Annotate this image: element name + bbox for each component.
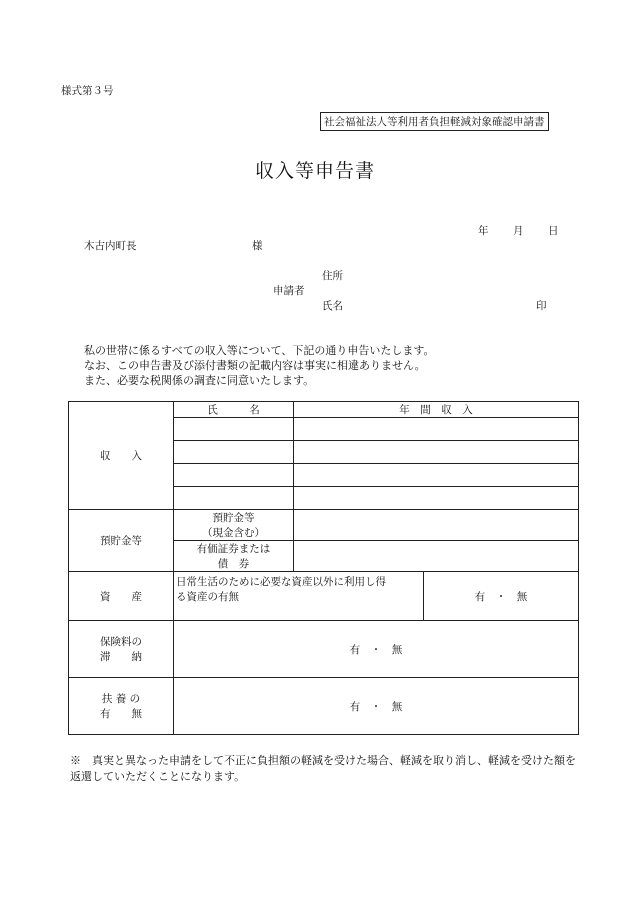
seal-label: 印 [536,300,547,312]
income-label: 収 入 [69,402,174,510]
annual-income-header: 年 間 収 入 [294,402,579,418]
address-label: 住所 [322,270,343,282]
savings-deposit-line2: （現金含む） [202,527,265,539]
date-month-label: 月 [513,225,524,237]
assets-question [174,572,424,621]
dependent-label [69,678,174,735]
savings-deposit-label [174,510,294,541]
assets-label: 資 産 [69,572,174,621]
savings-deposit-line1: 預貯金等 [212,512,255,524]
honorific: 様 [252,240,263,252]
securities-line2: 債 券 [217,558,250,570]
savings-deposit-field[interactable] [294,510,579,541]
page-title: 収入等申告書 [254,160,375,182]
footnote: ※ 真実と異なった申請をして不正に負担額の軽減を受けた場合、軽減を取り消し、軽減を受けた額を返還していただくことになります。 [70,754,576,783]
assets-question-line2: る資産の有無 [176,591,239,603]
insurance-line2: 滞 納 [100,651,142,663]
declaration-line: 私の世帯に係るすべての収入等について、下記の通り申告いたします。 [84,344,435,357]
name-header: 氏 名 [174,402,294,418]
declaration-line: なお、この申告書及び添付書類の記載内容は事実に相違ありません。 [84,359,426,372]
date-day-label: 日 [548,225,559,237]
applicant-label: 申請者 [273,285,305,297]
income-amount-field[interactable] [294,418,579,441]
securities-field[interactable] [294,541,579,572]
dependent-line1: 扶 養 の [101,693,141,705]
securities-label [174,541,294,572]
dependent-choice[interactable]: 有 ・ 無 [174,678,579,735]
income-amount-field[interactable] [294,464,579,487]
income-name-field[interactable] [174,487,294,510]
assets-question-line1: 日常生活のために必要な資産以外に利用し得 [176,576,386,588]
income-name-field[interactable] [174,418,294,441]
addressee: 木古内町長 [84,240,137,252]
declaration-line: また、必要な税関係の調査に同意いたします。 [84,374,315,387]
income-amount-field[interactable] [294,487,579,510]
form-number: 様式第３号 [61,85,114,97]
income-amount-field[interactable] [294,441,579,464]
assets-choice[interactable]: 有 ・ 無 [424,572,579,621]
dependent-line2: 有 無 [100,708,142,720]
date-year-label: 年 [478,225,489,237]
document-type-box: 社会福祉法人等利用者負担軽減対象確認申請書 [320,112,549,131]
income-name-field[interactable] [174,464,294,487]
insurance-arrears-label [69,621,174,678]
insurance-line1: 保険料の [100,636,142,648]
name-label: 氏名 [322,300,343,312]
income-name-field[interactable] [174,441,294,464]
savings-label: 預貯金等 [69,510,174,572]
income-declaration-table [68,401,579,735]
securities-line1: 有価証券または [196,543,271,555]
insurance-arrears-choice[interactable]: 有 ・ 無 [174,621,579,678]
